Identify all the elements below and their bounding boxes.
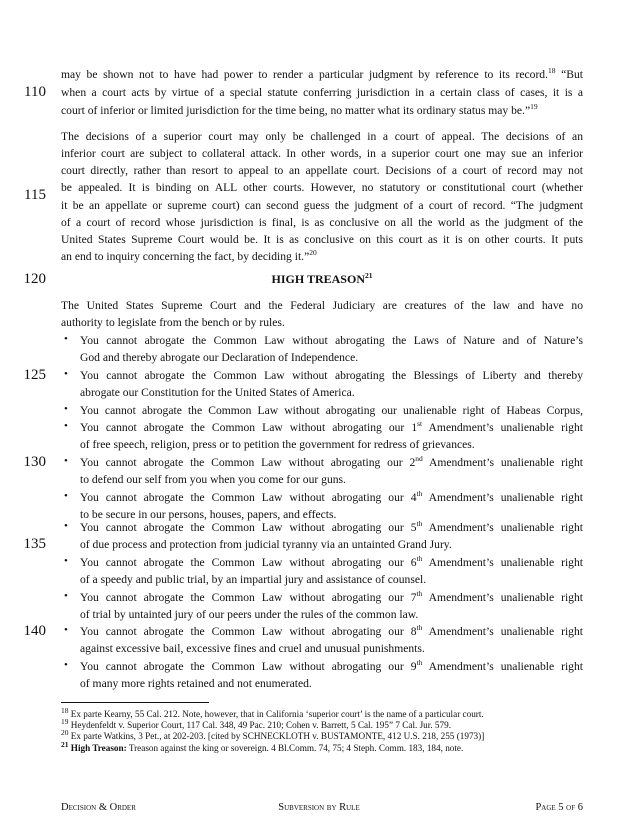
paragraph-2-line: United States Supreme Court would be. It is as conclusive on this court as it is on other courts. It puts xyxy=(61,233,583,246)
footer-left: Decision & Order xyxy=(61,802,136,813)
paragraph-2-line: court directly, rather than resort to appeal to an appellate court. Decisions of a court of record may not xyxy=(61,164,583,177)
list-item: You cannot abrogate the Common Law without abrogating our 8th Amendment’s unalienable right xyxy=(80,623,583,638)
line-number: 140 xyxy=(23,623,46,639)
list-item-continuation: of free speech, religion, press or to petition the government for redress of grievances. xyxy=(80,438,475,451)
footer-center: Subversion by Rule xyxy=(278,802,360,813)
paragraph-3-line: authority to legislate from the bench or by rules. xyxy=(61,316,285,329)
bullet-icon: • xyxy=(64,659,68,671)
line-number: 130 xyxy=(23,454,46,470)
list-item: You cannot abrogate the Common Law without abrogating our 4th Amendment’s unalienable right xyxy=(80,489,583,504)
list-item: You cannot abrogate the Common Law without abrogating our 5th Amendment’s unalienable right xyxy=(80,519,583,534)
line-number: 110 xyxy=(24,84,46,100)
paragraph-1-line: may be shown not to have had power to render a particular judgment by reference to its record.$^{18}$ “But xyxy=(61,66,583,81)
list-item-continuation: to be secure in our persons, houses, papers, and effects. xyxy=(80,508,337,521)
bullet-icon: • xyxy=(64,624,68,636)
line-number: 135 xyxy=(23,536,46,552)
bullet-icon: • xyxy=(64,403,68,415)
list-item-continuation: to defend our self from you when you come for our guns. xyxy=(80,473,346,486)
bullet-icon: • xyxy=(64,590,68,602)
footnote: $^{18}$ Ex parte Kearny, 55 Cal. 212. Note, however, that in California ‘superior court’ is the name of a particular court. xyxy=(61,705,484,719)
list-item: You cannot abrogate the Common Law without abrogating our 2nd Amendment’s unalienable right xyxy=(80,454,583,469)
footnote-divider xyxy=(61,702,209,703)
paragraph-2-line: an end to inquiry concerning the fact, by deciding it.”$^{20}$ xyxy=(61,248,317,263)
list-item: You cannot abrogate the Common Law without abrogating our 7th Amendment’s unalienable right xyxy=(80,589,583,604)
list-item: You cannot abrogate the Common Law without abrogating our unalienable right of Habeas Corpus, xyxy=(80,404,583,417)
bullet-icon: • xyxy=(64,368,68,380)
paragraph-2-line: it be an appellate or supreme court) can second guess the judgment of a court of record. “The judgment xyxy=(61,199,583,212)
bullet-icon: • xyxy=(64,420,68,432)
line-number: 120 xyxy=(23,271,46,287)
list-item-continuation: of a speedy and public trial, by an impartial jury and assistance of counsel. xyxy=(80,573,427,586)
list-item-continuation: of many more rights retained and not enumerated. xyxy=(80,677,312,690)
paragraph-2-line: The decisions of a superior court may only be challenged in a court of appeal. The decisions of an xyxy=(61,130,583,143)
bullet-icon: • xyxy=(64,555,68,567)
paragraph-2-line: inferior court are subject to collateral attack. In other words, in a superior court one may sue an inferior xyxy=(61,147,583,160)
section-heading: HIGH TREASON$^{21}$ xyxy=(271,271,373,286)
list-item: You cannot abrogate the Common Law without abrogating our 6th Amendment’s unalienable right xyxy=(80,554,583,569)
paragraph-3-line: The United States Supreme Court and the Federal Judiciary are creatures of the law and have no xyxy=(61,299,583,312)
footnote: $^{21}$ High Treason: Treason against the king or sovereign. 4 Bl.Comm. 74, 75; 4 Steph. Comm. 183, 184, note. xyxy=(61,739,464,753)
footnote: $^{20}$ Ex parte Watkins, 3 Pet., at 202-203. [cited by SCHNECKLOTH v. BUSTAMONTE, 412 U.S. 218, 255 (1973)] xyxy=(61,727,485,741)
footnote: $^{19}$ Heydenfeldt v. Superior Court, 117 Cal. 348, 49 Pac. 210; Cohen v. Barrett, 5 Cal. 195” 7 Cal. Jur. 579. xyxy=(61,716,451,730)
line-number: 125 xyxy=(23,367,46,383)
line-number: 115 xyxy=(24,187,46,203)
list-item: You cannot abrogate the Common Law without abrogating the Laws of Nature and of Nature’s xyxy=(80,334,583,347)
list-item-continuation: God and thereby abrogate our Declaration of Independence. xyxy=(80,351,359,364)
paragraph-2-line: of a court of record whose jurisdiction is final, is as conclusive on all the world as the judgment of the xyxy=(61,216,583,229)
paragraph-1-line: court of inferior or limited jurisdiction for the time being, no matter what its ordinary status may be.”$^{19}$ xyxy=(61,102,538,117)
list-item: You cannot abrogate the Common Law without abrogating the Blessings of Liberty and thereby xyxy=(80,369,583,382)
list-item-continuation: abrogate our Constitution for the United States of America. xyxy=(80,386,355,399)
list-item-continuation: against excessive bail, excessive fines and cruel and unusual punishments. xyxy=(80,642,425,655)
paragraph-1-line: when a court acts by virtue of a special statute conferring jurisdiction in a certain class of cases, it is a xyxy=(61,86,583,99)
bullet-icon: • xyxy=(64,520,68,532)
bullet-icon: • xyxy=(64,490,68,502)
list-item: You cannot abrogate the Common Law without abrogating our 1st Amendment’s unalienable right xyxy=(80,419,584,434)
list-item-continuation: of due process and protection from judicial tyranny via an untainted Grand Jury. xyxy=(80,538,452,551)
list-item-continuation: of trial by untainted jury of our peers under the rules of the common law. xyxy=(80,608,419,621)
list-item: You cannot abrogate the Common Law without abrogating our 9th Amendment’s unalienable right xyxy=(80,658,583,673)
bullet-icon: • xyxy=(64,333,68,345)
bullet-icon: • xyxy=(64,455,68,467)
footer-page-number: Page 5 of 6 xyxy=(535,802,583,813)
paragraph-2-line: be appealed. It is binding on ALL other courts. However, no statutory or constitutional court (whether xyxy=(61,181,583,194)
